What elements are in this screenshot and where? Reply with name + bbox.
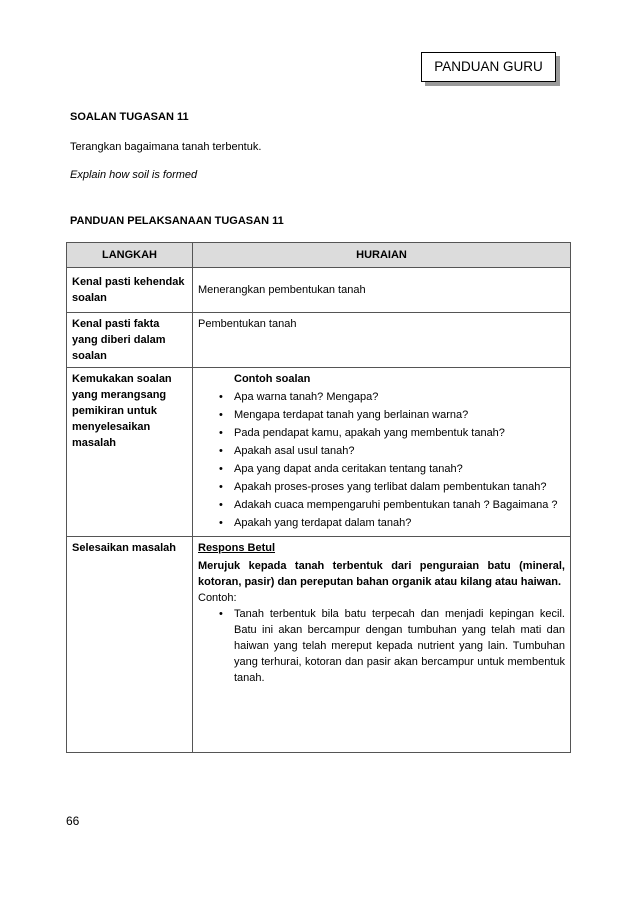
header-description: HURAIAN (193, 243, 571, 268)
table-row (67, 268, 571, 313)
response-text: Merujuk kepada tanah terbentuk dari penguraian batu (mineral, kotoran, pasir) dan pereputan bahan organik atau kilang atau haiwan. (198, 560, 565, 588)
row-step-label: Kemukakan soalan yang merangsang pemikiran untuk menyelesaikan masalah (67, 368, 193, 537)
table-header-row (67, 243, 571, 268)
list-item: • Apa warna tanah? Mengapa? (234, 389, 565, 405)
questions-subheading: Contoh soalan (234, 373, 311, 385)
document-badge: PANDUAN GURU (421, 52, 556, 82)
row-step-label: Kenal pasti fakta yang diberi dalam soalan (67, 313, 193, 368)
guide-title: PANDUAN PELAKSANAAN TUGASAN 11 (70, 215, 284, 227)
question-title: SOALAN TUGASAN 11 (70, 111, 189, 123)
table-row (67, 368, 571, 537)
list-item: • Apakah asal usul tanah? (234, 443, 565, 459)
row-description: Pembentukan tanah (193, 313, 571, 368)
list-item: • Adakah cuaca mempengaruhi pembentukan tanah ? Bagaimana ? (234, 497, 565, 513)
header-step: LANGKAH (67, 243, 193, 268)
list-item: • Apakah yang terdapat dalam tanah? (234, 515, 565, 531)
row-description: Menerangkan pembentukan tanah (193, 268, 571, 313)
page-number: 66 (66, 814, 80, 828)
question-english: Explain how soil is formed (70, 169, 198, 181)
row-description (193, 537, 571, 753)
list-item: • Pada pendapat kamu, apakah yang membentuk tanah? (234, 425, 565, 441)
table-row (67, 313, 571, 368)
guide-table (66, 242, 571, 753)
list-item: • Tanah terbentuk bila batu terpecah dan menjadi kepingan kecil. Batu ini akan bercampur dengan tumbuhan yang telah mati dan haiwan yang telah mereput kepada nutrient yang lain. Tumbuhan yang terhurai, kotoran dan pasir akan bercampur untuk membentuk tanah. (234, 606, 565, 686)
row-step-label: Selesaikan masalah (67, 537, 193, 753)
example-list (198, 606, 565, 686)
row-description (193, 368, 571, 537)
response-heading: Respons Betul (198, 542, 276, 554)
questions-list (198, 389, 565, 531)
example-label: Contoh: (198, 592, 237, 604)
question-malay: Terangkan bagaimana tanah terbentuk. (70, 141, 262, 153)
list-item: • Apa yang dapat anda ceritakan tentang tanah? (234, 461, 565, 477)
row-step-label: Kenal pasti kehendak soalan (67, 268, 193, 313)
table-row (67, 537, 571, 753)
list-item: • Apakah proses-proses yang terlibat dalam pembentukan tanah? (234, 479, 565, 495)
list-item: • Mengapa terdapat tanah yang berlainan warna? (234, 407, 565, 423)
